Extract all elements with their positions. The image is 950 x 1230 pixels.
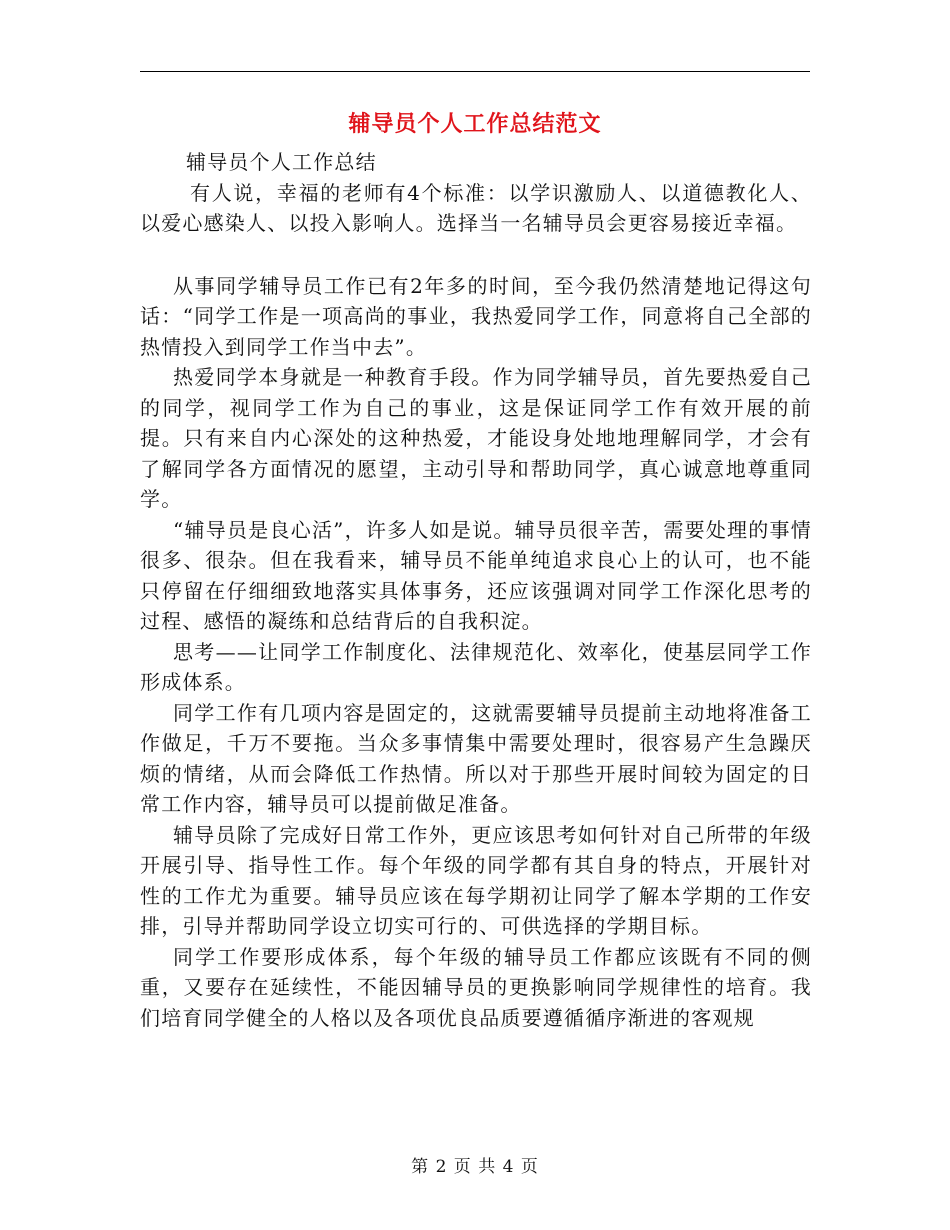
document-subtitle: 辅导员个人工作总结	[186, 150, 377, 174]
paragraph-intro: 有人说，幸福的老师有4个标准：以学识激励人、以道德教化人、以爱心感染人、以投入影响人。选择当一名辅导员会更容易接近幸福。	[140, 180, 812, 235]
page-number-label: 第 2 页 共 4 页	[411, 1157, 539, 1177]
paragraph: 同学工作有几项内容是固定的，这就需要辅导员提前主动地将准备工作做足，千万不要拖。当众多事情集中需要处理时，很容易产生急躁厌烦的情绪，从而会降低工作热情。所以对于那些开展时间较为固定的日常工作内容，辅导员可以提前做足准备。	[140, 700, 812, 816]
header-rule	[140, 71, 810, 72]
document-title: 辅导员个人工作总结范文	[348, 112, 602, 137]
paragraph: 从事同学辅导员工作已有2年多的时间，至今我仍然清楚地记得这句话：“同学工作是一项高尚的事业，我热爱同学工作，同意将自己全部的热情投入到同学工作当中去”。	[140, 273, 812, 359]
paragraph: “辅导员是良心活”，许多人如是说。辅导员很辛苦，需要处理的事情很多、很杂。但在我看来，辅导员不能单纯追求良心上的认可，也不能只停留在仔细细致地落实具体事务，还应该强调对同学工作深化思考的过程、感悟的凝练和总结背后的自我积淀。	[140, 517, 812, 633]
page-footer	[0, 1152, 950, 1177]
paragraph: 思考——让同学工作制度化、法律规范化、效率化，使基层同学工作形成体系。	[140, 639, 812, 694]
paragraph: 同学工作要形成体系，每个年级的辅导员工作都应该既有不同的侧重，又要存在延续性，不能因辅导员的更换影响同学规律性的培育。我们培育同学健全的人格以及各项优良品质要遵循循序渐进的客观规	[140, 944, 812, 1030]
paragraph: 热爱同学本身就是一种教育手段。作为同学辅导员，首先要热爱自己的同学，视同学工作为自己的事业，这是保证同学工作有效开展的前提。只有来自内心深处的这种热爱，才能设身处地地理解同学，才会有了解同学各方面情况的愿望，主动引导和帮助同学，真心诚意地尊重同学。	[140, 365, 812, 511]
paragraph-gap	[140, 239, 812, 271]
paragraph: 辅导员除了完成好日常工作外，更应该思考如何针对自己所带的年级开展引导、指导性工作。每个年级的同学都有其自身的特点，开展针对性的工作尤为重要。辅导员应该在每学期初让同学了解本学期的工作安排，引导并帮助同学设立切实可行的、可供选择的学期目标。	[140, 822, 812, 938]
document-body	[140, 147, 812, 1033]
